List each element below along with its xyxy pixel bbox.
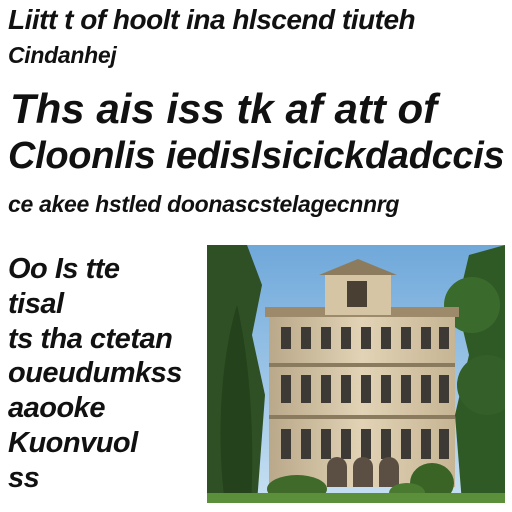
title-line-2: Cloonlis iedislsicickdadccis — [8, 135, 505, 177]
left-text-column — [8, 252, 208, 496]
title-line-1: Ths ais iss tk af att of — [10, 85, 438, 132]
lawn — [207, 493, 505, 503]
subtitle-line: ce akee hstled doonascstelagecnnrg — [8, 191, 400, 217]
column-line-5: aaooke — [8, 392, 105, 425]
column-line-6: Kuonvuol — [8, 426, 138, 459]
column-line-2: tisal — [8, 287, 64, 320]
heading-line-2: Cindanhej — [8, 42, 117, 68]
heading-line-1: Liitt t of hoolt ina hlscend tiuteh — [8, 4, 416, 35]
building-photo — [207, 245, 505, 503]
column-line-3: ts tha ctetan — [8, 322, 173, 355]
column-line-7: ss — [8, 461, 40, 494]
building-illustration — [207, 245, 505, 503]
column-line-1: Oo Is tte — [8, 253, 120, 285]
column-line-4: oueudumkss — [8, 357, 182, 390]
